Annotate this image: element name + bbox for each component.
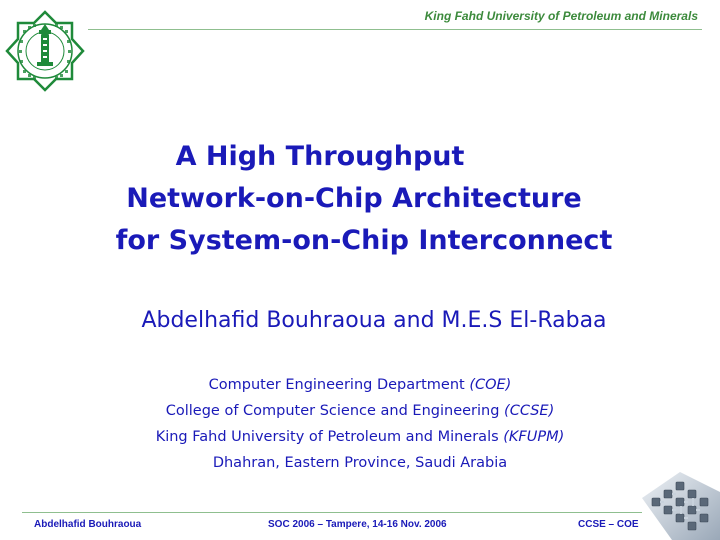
college-abbr: (CCSE) — [504, 403, 555, 419]
header-rule — [88, 29, 702, 30]
affiliation-location: Dhahran, Eastern Province, Saudi Arabia — [212, 455, 508, 471]
footer-conference: SOC 2006 – Tampere, 14-16 Nov. 2006 — [268, 519, 447, 530]
authors: Abdelhafid Bouhraoua and M.E.S El-Rabaa — [141, 308, 607, 333]
affiliation — [0, 372, 720, 476]
university-name: King Fahd University of Petroleum and Minerals — [155, 429, 499, 445]
title-line-1: A High Throughput — [175, 141, 465, 172]
title-line-2: Network-on-Chip Architecture — [126, 183, 582, 214]
dept-abbr: (COE) — [469, 377, 512, 393]
affiliation-dept — [0, 372, 720, 398]
kfupm-seal-icon — [5, 10, 85, 92]
footer-author: Abdelhafid Bouhraoua — [34, 519, 142, 530]
footer-rule — [22, 512, 642, 513]
dept-name: Computer Engineering Department — [208, 377, 465, 393]
university-abbr: (KFUPM) — [503, 429, 565, 445]
title-line-3: for System-on-Chip Interconnect — [115, 225, 613, 256]
header-university: King Fahd University of Petroleum and Minerals — [424, 9, 698, 23]
footer-department: CCSE – COE — [578, 519, 639, 530]
affiliation-college — [0, 398, 720, 424]
chip-grid-icon — [636, 468, 720, 540]
college-name: College of Computer Science and Engineering — [165, 403, 500, 419]
affiliation-university — [0, 424, 720, 450]
slide-title — [0, 136, 720, 262]
